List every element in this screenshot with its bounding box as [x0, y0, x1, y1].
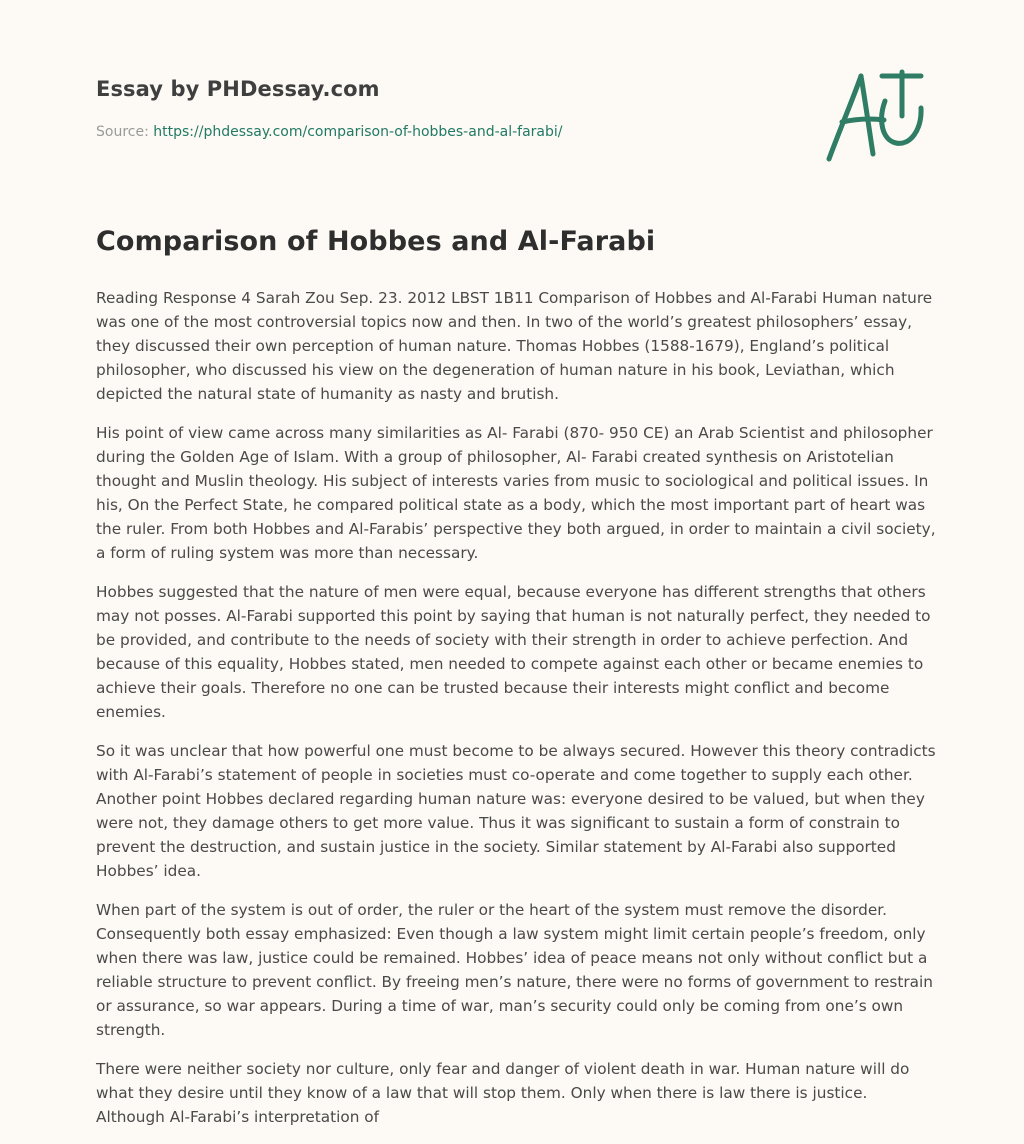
site-brand: Essay by PHDessay.com	[96, 77, 380, 101]
essay-paragraph: Hobbes suggested that the nature of men were equal, because everyone has different strengths that others may not posses. Al-Farabi supported this point by saying that human is not naturally perfect, they needed to be provided, and contribute to the needs of society with their strength in order to achieve perfection. And because of this equality, Hobbes stated, men needed to compete against each other or became enemies to achieve their goals. Therefore no one can be trusted because their interests might conflict and become enemies.	[96, 583, 931, 721]
essay-paragraph: So it was unclear that how powerful one must become to be always secured. However this theory contradicts with Al-Farabi’s statement of people in societies must co-operate and come together to supply each other. Another point Hobbes declared regarding human nature was: everyone desired to be valued, but when they were not, they damage others to get more value. Thus it was significant to sustain a form of constrain to prevent the destruction, and sustain justice in the society. Similar statement by Al-Farabi also supported Hobbes’ idea.	[96, 742, 936, 880]
essay-paragraph: Reading Response 4 Sarah Zou Sep. 23. 2012 LBST 1B11 Comparison of Hobbes and Al-Farabi Human nature was one of the most controversial topics now and then. In two of the world’s greatest philosophers’ essay, they discussed their own perception of human nature. Thomas Hobbes (1588-1679), England’s political philosopher, who discussed his view on the degeneration of human nature in his book, Leviathan, which depicted the natural state of humanity as nasty and brutish.	[96, 289, 933, 403]
source-link[interactable]: https://phdessay.com/comparison-of-hobbes-and-al-farabi/	[153, 124, 563, 140]
essay-title: Comparison of Hobbes and Al-Farabi	[96, 226, 656, 257]
source-label: Source:	[96, 124, 149, 140]
essay-body	[96, 286, 936, 1144]
essay-paragraph: There were neither society nor culture, only fear and danger of violent death in war. Human nature will do what they desire until they know of a law that will stop them. Only when there is law there is justice. Although Al-Farabi’s interpretation of	[96, 1060, 910, 1126]
essay-paragraph: When part of the system is out of order, the ruler or the heart of the system must remove the disorder. Consequently both essay emphasized: Even though a law system might limit certain people’s freedom, only when there was law, justice could be remained. Hobbes’ idea of peace means not only without conflict but a reliable structure to prevent conflict. By freeing men’s nature, there were no forms of government to restrain or assurance, so war appears. During a time of war, man’s security could only be coming from one’s own strength.	[96, 901, 933, 1039]
source-line	[96, 124, 563, 140]
essay-paragraph: His point of view came across many similarities as Al- Farabi (870- 950 CE) an Arab Scientist and philosopher during the Golden Age of Islam. With a group of philosopher, Al- Farabi created synthesis on Aristotelian thought and Muslin theology. His subject of interests varies from music to sociological and political issues. In his, On the Perfect State, he compared political state as a body, which the most important part of heart was the ruler. From both Hobbes and Al-Farabis’ perspective they both argued, in order to maintain a civil society, a form of ruling system was more than necessary.	[96, 424, 936, 562]
a-plus-logo-icon	[818, 66, 930, 166]
